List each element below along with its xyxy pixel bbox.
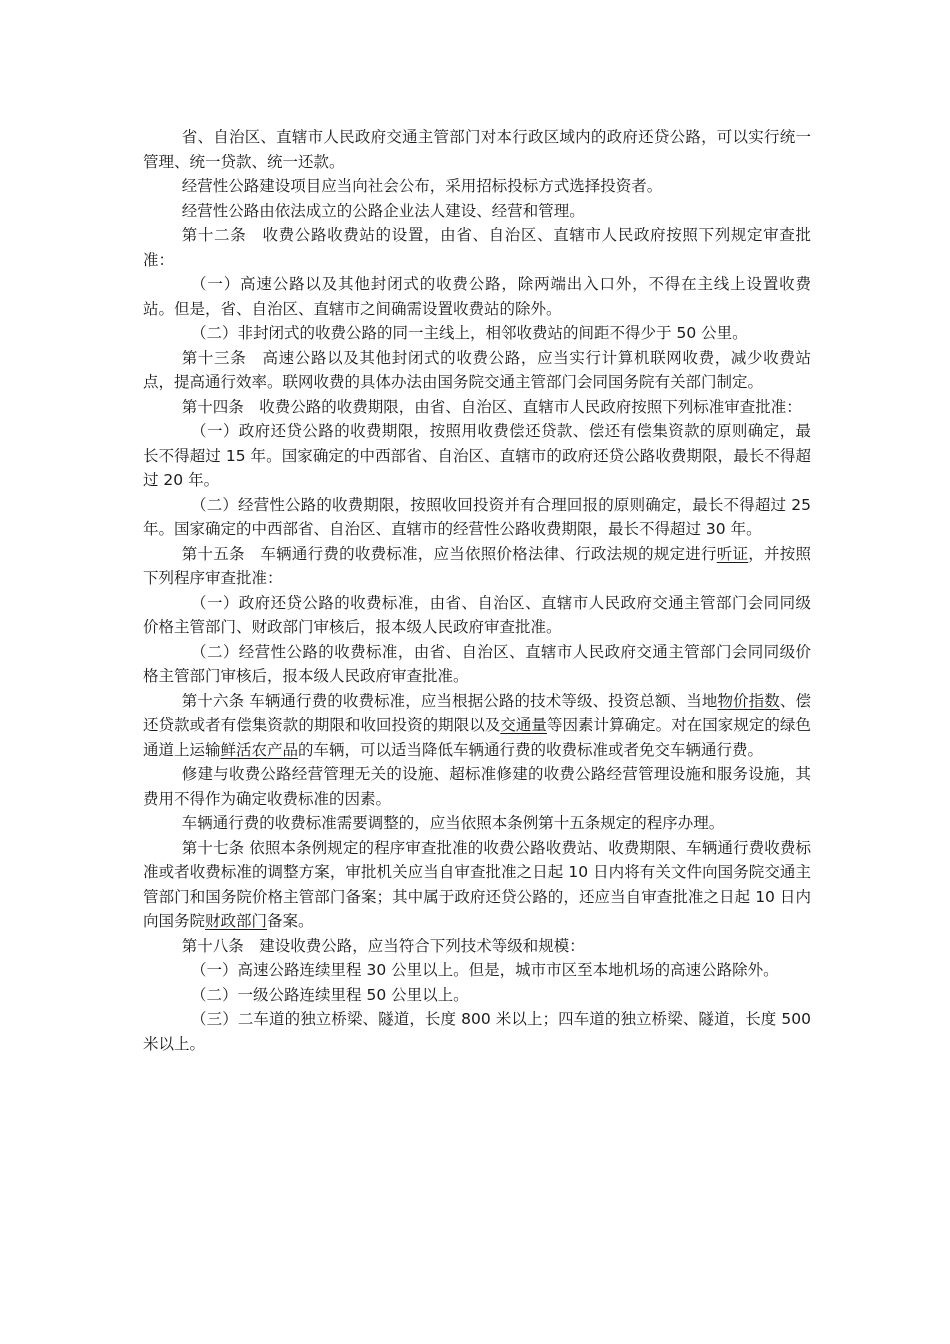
text-run: 、偿还贷款或者有偿集资款的期限和收回投资的期限以及 bbox=[143, 691, 811, 734]
list-item-paragraph bbox=[143, 321, 811, 346]
article-paragraph bbox=[143, 346, 811, 395]
text-run: （一）政府还贷公路的收费期限，按照用收费偿还贷款、偿还有偿集资款的原则确定，最长不得超过 15 年。国家确定的中西部省、自治区、直辖市的政府还贷公路收费期限，最长不得超过 20 年。 bbox=[143, 422, 811, 489]
underlined-term: 交通量 bbox=[500, 716, 547, 734]
text-run: 第十二条 收费公路收费站的设置，由省、自治区、直辖市人民政府按照下列规定审查批准： bbox=[143, 226, 811, 269]
text-run: （一）高速公路以及其他封闭式的收费公路，除两端出入口外，不得在主线上设置收费站。但是，省、自治区、直辖市之间确需设置收费站的除外。 bbox=[143, 275, 811, 318]
text-run: （一）政府还贷公路的收费标准，由省、自治区、直辖市人民政府交通主管部门会同同级价格主管部门、财政部门审核后，报本级人民政府审查批准。 bbox=[143, 593, 811, 636]
text-run: 经营性公路建设项目应当向社会公布，采用招标投标方式选择投资者。 bbox=[181, 177, 663, 195]
text-run: 经营性公路由依法成立的公路企业法人建设、经营和管理。 bbox=[181, 201, 585, 220]
list-item-paragraph bbox=[143, 493, 811, 542]
text-run: （三）二车道的独立桥梁、隧道，长度 800 米以上；四车道的独立桥梁、隧道，长度 500 米以上。 bbox=[143, 1010, 811, 1053]
list-item-paragraph bbox=[143, 419, 811, 493]
text-run: 修建与收费公路经营管理无关的设施、超标准修建的收费公路经营管理设施和服务设施，其费用不得作为确定收费标准的因素。 bbox=[143, 765, 811, 808]
article-paragraph bbox=[143, 689, 811, 763]
text-run: 第十八条 建设收费公路，应当符合下列技术等级和规模： bbox=[181, 936, 585, 955]
article-paragraph bbox=[143, 125, 811, 174]
article-paragraph bbox=[143, 836, 811, 934]
article-paragraph bbox=[143, 174, 811, 199]
text-run: 第十六条 车辆通行费的收费标准，应当根据公路的技术等级、投资总额、当地 bbox=[181, 691, 718, 710]
text-run: ，并按照下列程序审查批准： bbox=[143, 544, 811, 587]
list-item-paragraph bbox=[143, 640, 811, 689]
document-page bbox=[143, 125, 811, 1056]
article-paragraph bbox=[143, 542, 811, 591]
text-run: （二）一级公路连续里程 50 公里以上。 bbox=[191, 985, 469, 1004]
text-run: 第十三条 高速公路以及其他封闭式的收费公路，应当实行计算机联网收费，减少收费站点，提高通行效率。联网收费的具体办法由国务院交通主管部门会同国务院有关部门制定。 bbox=[143, 348, 811, 391]
text-run: 备案。 bbox=[267, 912, 314, 930]
list-item-paragraph bbox=[143, 1007, 811, 1056]
text-run: 省、自治区、直辖市人民政府交通主管部门对本行政区域内的政府还贷公路，可以实行统一管理、统一贷款、统一还款。 bbox=[143, 128, 811, 171]
text-run: 车辆通行费的收费标准需要调整的，应当依照本条例第十五条规定的程序办理。 bbox=[181, 814, 725, 832]
article-paragraph bbox=[143, 934, 811, 959]
list-item-paragraph bbox=[143, 958, 811, 983]
text-run: （一）高速公路连续里程 30 公里以上。但是，城市市区至本地机场的高速公路除外。 bbox=[191, 961, 779, 979]
text-run: （二）非封闭式的收费公路的同一主线上，相邻收费站的间距不得少于 50 公里。 bbox=[191, 324, 748, 342]
underlined-term: 鲜活农产品 bbox=[220, 740, 299, 759]
text-run: 等因素计算确定。对在国家规定的绿色通道上运输 bbox=[143, 716, 811, 759]
list-item-paragraph bbox=[143, 591, 811, 640]
text-run: （二）经营性公路的收费期限，按照收回投资并有合理回报的原则确定，最长不得超过 25 年。国家确定的中西部省、自治区、直辖市的经营性公路收费期限，最长不得超过 30 年。 bbox=[143, 495, 811, 538]
text-run: 的车辆，可以适当降低车辆通行费的收费标准或者免交车辆通行费。 bbox=[298, 740, 764, 759]
text-run: 第十七条 依照本条例规定的程序审查批准的收费公路收费站、收费期限、车辆通行费收费标准或者收费标准的调整方案，审批机关应当自审查批准之日起 10 日内将有关文件向国务院交通主管部门和国务院价格主管部门备案；其中属于政府还贷公路的，还应当自审查批准之日起 10 日内向国务院 bbox=[143, 838, 811, 930]
article-paragraph bbox=[143, 223, 811, 272]
list-item-paragraph bbox=[143, 983, 811, 1008]
article-paragraph bbox=[143, 395, 811, 420]
underlined-term: 听证 bbox=[716, 544, 749, 563]
text-run: 第十五条 车辆通行费的收费标准，应当依照价格法律、行政法规的规定进行 bbox=[181, 544, 717, 563]
article-paragraph bbox=[143, 811, 811, 836]
text-run: 第十四条 收费公路的收费期限，由省、自治区、直辖市人民政府按照下列标准审查批准： bbox=[181, 397, 802, 416]
article-paragraph bbox=[143, 762, 811, 811]
list-item-paragraph bbox=[143, 272, 811, 321]
article-paragraph bbox=[143, 199, 811, 224]
underlined-term: 财政部门 bbox=[205, 912, 268, 930]
text-run: （二）经营性公路的收费标准，由省、自治区、直辖市人民政府交通主管部门会同同级价格主管部门审核后，报本级人民政府审查批准。 bbox=[143, 642, 811, 685]
underlined-term: 物价指数 bbox=[717, 691, 780, 710]
